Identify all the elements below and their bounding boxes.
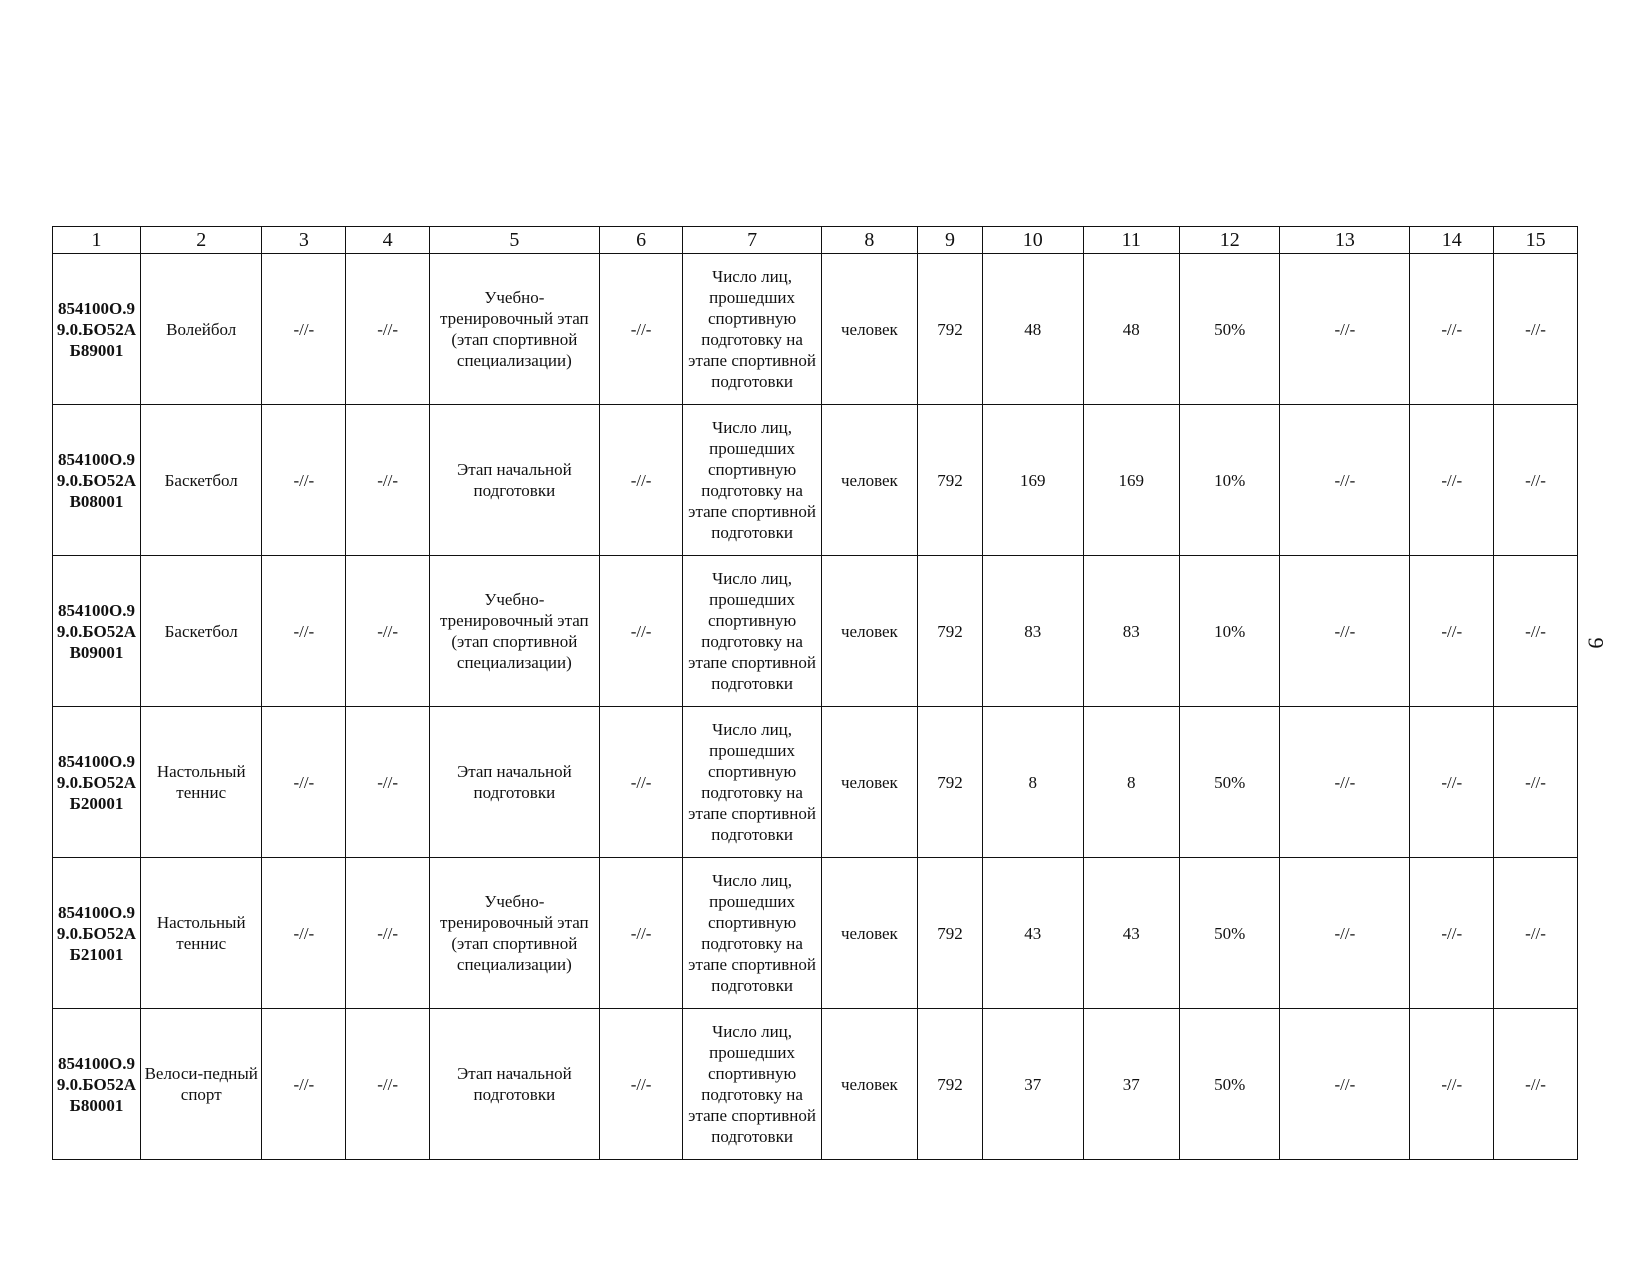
col6-cell: -//- bbox=[599, 556, 683, 707]
unit-cell: человек bbox=[821, 707, 917, 858]
table-row bbox=[53, 707, 1578, 858]
table-row bbox=[53, 254, 1578, 405]
col3-cell: -//- bbox=[262, 254, 346, 405]
allowed-deviation-cell: 10% bbox=[1179, 556, 1280, 707]
col6-cell: -//- bbox=[599, 858, 683, 1009]
col4-cell: -//- bbox=[346, 858, 430, 1009]
col6-cell: -//- bbox=[599, 254, 683, 405]
training-stage-cell: Этап начальной подготовки bbox=[430, 707, 600, 858]
col15-cell: -//- bbox=[1494, 254, 1578, 405]
header-row bbox=[53, 227, 1578, 254]
column-header-2: 2 bbox=[140, 227, 261, 254]
approved-value-cell: 169 bbox=[983, 405, 1084, 556]
col14-cell: -//- bbox=[1410, 556, 1494, 707]
training-stage-cell: Этап начальной подготовки bbox=[430, 405, 600, 556]
col15-cell: -//- bbox=[1494, 707, 1578, 858]
col13-cell: -//- bbox=[1280, 1009, 1410, 1160]
actual-value-cell: 48 bbox=[1083, 254, 1179, 405]
col4-cell: -//- bbox=[346, 254, 430, 405]
approved-value-cell: 43 bbox=[983, 858, 1084, 1009]
col3-cell: -//- bbox=[262, 858, 346, 1009]
col3-cell: -//- bbox=[262, 405, 346, 556]
table-row bbox=[53, 556, 1578, 707]
col15-cell: -//- bbox=[1494, 858, 1578, 1009]
unit-cell: человек bbox=[821, 405, 917, 556]
allowed-deviation-cell: 50% bbox=[1179, 254, 1280, 405]
col13-cell: -//- bbox=[1280, 254, 1410, 405]
registry-code-cell: 854100О.99.0.БО52АБ89001 bbox=[53, 254, 141, 405]
table-row bbox=[53, 858, 1578, 1009]
col4-cell: -//- bbox=[346, 1009, 430, 1160]
table-row bbox=[53, 1009, 1578, 1160]
col14-cell: -//- bbox=[1410, 707, 1494, 858]
col14-cell: -//- bbox=[1410, 405, 1494, 556]
sport-name-cell: Баскетбол bbox=[140, 556, 261, 707]
col3-cell: -//- bbox=[262, 556, 346, 707]
okei-code-cell: 792 bbox=[918, 405, 983, 556]
okei-code-cell: 792 bbox=[918, 556, 983, 707]
allowed-deviation-cell: 50% bbox=[1179, 1009, 1280, 1160]
sport-name-cell: Настольный теннис bbox=[140, 707, 261, 858]
okei-code-cell: 792 bbox=[918, 858, 983, 1009]
service-table bbox=[52, 226, 1578, 1160]
column-header-7: 7 bbox=[683, 227, 821, 254]
table-row bbox=[53, 405, 1578, 556]
col13-cell: -//- bbox=[1280, 405, 1410, 556]
allowed-deviation-cell: 10% bbox=[1179, 405, 1280, 556]
approved-value-cell: 37 bbox=[983, 1009, 1084, 1160]
registry-code-cell: 854100О.99.0.БО52АВ08001 bbox=[53, 405, 141, 556]
sport-name-cell: Волейбол bbox=[140, 254, 261, 405]
okei-code-cell: 792 bbox=[918, 254, 983, 405]
col6-cell: -//- bbox=[599, 1009, 683, 1160]
col3-cell: -//- bbox=[262, 1009, 346, 1160]
registry-code-cell: 854100О.99.0.БО52АБ21001 bbox=[53, 858, 141, 1009]
col15-cell: -//- bbox=[1494, 405, 1578, 556]
col14-cell: -//- bbox=[1410, 1009, 1494, 1160]
allowed-deviation-cell: 50% bbox=[1179, 707, 1280, 858]
allowed-deviation-cell: 50% bbox=[1179, 858, 1280, 1009]
col15-cell: -//- bbox=[1494, 1009, 1578, 1160]
actual-value-cell: 43 bbox=[1083, 858, 1179, 1009]
column-header-5: 5 bbox=[430, 227, 600, 254]
unit-cell: человек bbox=[821, 1009, 917, 1160]
col4-cell: -//- bbox=[346, 405, 430, 556]
actual-value-cell: 169 bbox=[1083, 405, 1179, 556]
unit-cell: человек bbox=[821, 556, 917, 707]
actual-value-cell: 37 bbox=[1083, 1009, 1179, 1160]
indicator-name-cell: Число лиц, прошедших спортивную подготовку на этапе спортивной подготовки bbox=[683, 254, 821, 405]
page-number: 9 bbox=[1583, 637, 1609, 649]
sport-name-cell: Настольный теннис bbox=[140, 858, 261, 1009]
indicator-name-cell: Число лиц, прошедших спортивную подготовку на этапе спортивной подготовки bbox=[683, 707, 821, 858]
approved-value-cell: 83 bbox=[983, 556, 1084, 707]
indicator-name-cell: Число лиц, прошедших спортивную подготовку на этапе спортивной подготовки bbox=[683, 858, 821, 1009]
registry-code-cell: 854100О.99.0.БО52АБ20001 bbox=[53, 707, 141, 858]
column-header-13: 13 bbox=[1280, 227, 1410, 254]
col4-cell: -//- bbox=[346, 556, 430, 707]
registry-code-cell: 854100О.99.0.БО52АВ09001 bbox=[53, 556, 141, 707]
col14-cell: -//- bbox=[1410, 858, 1494, 1009]
col3-cell: -//- bbox=[262, 707, 346, 858]
col6-cell: -//- bbox=[599, 707, 683, 858]
col13-cell: -//- bbox=[1280, 707, 1410, 858]
approved-value-cell: 48 bbox=[983, 254, 1084, 405]
column-header-14: 14 bbox=[1410, 227, 1494, 254]
unit-cell: человек bbox=[821, 858, 917, 1009]
col4-cell: -//- bbox=[346, 707, 430, 858]
training-stage-cell: Учебно-тренировочный этап (этап спортивной специализации) bbox=[430, 858, 600, 1009]
sport-name-cell: Баскетбол bbox=[140, 405, 261, 556]
column-header-1: 1 bbox=[53, 227, 141, 254]
col13-cell: -//- bbox=[1280, 858, 1410, 1009]
col14-cell: -//- bbox=[1410, 254, 1494, 405]
column-header-11: 11 bbox=[1083, 227, 1179, 254]
actual-value-cell: 83 bbox=[1083, 556, 1179, 707]
column-header-3: 3 bbox=[262, 227, 346, 254]
column-header-6: 6 bbox=[599, 227, 683, 254]
sport-name-cell: Велоси-педный спорт bbox=[140, 1009, 261, 1160]
table-body bbox=[53, 254, 1578, 1160]
column-header-9: 9 bbox=[918, 227, 983, 254]
col13-cell: -//- bbox=[1280, 556, 1410, 707]
unit-cell: человек bbox=[821, 254, 917, 405]
indicator-name-cell: Число лиц, прошедших спортивную подготовку на этапе спортивной подготовки bbox=[683, 556, 821, 707]
actual-value-cell: 8 bbox=[1083, 707, 1179, 858]
column-header-10: 10 bbox=[983, 227, 1084, 254]
training-stage-cell: Этап начальной подготовки bbox=[430, 1009, 600, 1160]
col15-cell: -//- bbox=[1494, 556, 1578, 707]
indicator-name-cell: Число лиц, прошедших спортивную подготовку на этапе спортивной подготовки bbox=[683, 1009, 821, 1160]
training-stage-cell: Учебно-тренировочный этап (этап спортивной специализации) bbox=[430, 556, 600, 707]
approved-value-cell: 8 bbox=[983, 707, 1084, 858]
registry-code-cell: 854100О.99.0.БО52АБ80001 bbox=[53, 1009, 141, 1160]
column-header-15: 15 bbox=[1494, 227, 1578, 254]
column-header-12: 12 bbox=[1179, 227, 1280, 254]
indicator-name-cell: Число лиц, прошедших спортивную подготовку на этапе спортивной подготовки bbox=[683, 405, 821, 556]
column-header-4: 4 bbox=[346, 227, 430, 254]
column-header-8: 8 bbox=[821, 227, 917, 254]
okei-code-cell: 792 bbox=[918, 1009, 983, 1160]
okei-code-cell: 792 bbox=[918, 707, 983, 858]
training-stage-cell: Учебно-тренировочный этап (этап спортивной специализации) bbox=[430, 254, 600, 405]
col6-cell: -//- bbox=[599, 405, 683, 556]
